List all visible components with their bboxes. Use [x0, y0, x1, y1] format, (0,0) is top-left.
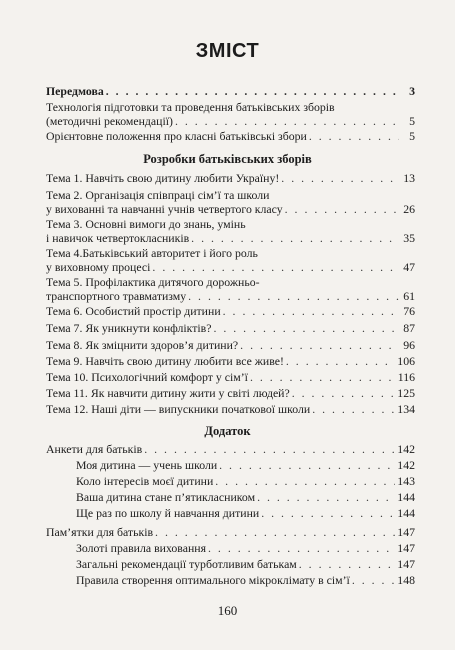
toc-entry-topic	[46, 355, 415, 369]
dot-leader	[309, 130, 399, 142]
dot-leader	[191, 232, 399, 244]
toc-entry-topic	[46, 403, 415, 417]
entry-title: і навичок четвертокласників	[46, 232, 190, 245]
toc-entry-front	[46, 101, 415, 129]
entry-page-number: 147	[397, 558, 415, 571]
entry-page-number: 144	[397, 491, 415, 504]
entry-title: Тема 10. Психологічний комфорт у сім’ї	[46, 371, 248, 384]
entry-page-number: 148	[397, 574, 415, 587]
entry-page-number: 116	[397, 371, 415, 384]
dot-leader	[299, 558, 396, 570]
dot-leader	[352, 574, 395, 586]
toc-entry-topic	[46, 322, 415, 336]
entry-title: Тема 7. Як уникнути конфліктів?	[46, 322, 212, 335]
toc-entry-topic	[46, 371, 415, 385]
dot-leader	[285, 203, 399, 215]
entry-title: у виховному процесі	[46, 261, 151, 274]
toc-entry-subitem	[76, 491, 415, 505]
entry-page-number: 147	[397, 526, 415, 539]
dot-leader	[281, 172, 399, 184]
entry-title: у вихованні та навчанні учнів четвертого класу	[46, 203, 283, 216]
entry-title: Тема 11. Як навчити дитину жити у світі людей?	[46, 387, 290, 400]
page-title: ЗМІСТ	[195, 40, 260, 62]
page-number: 160	[217, 603, 238, 618]
entry-page-number: 26	[403, 203, 415, 216]
entry-title: Тема 4.Батьківський авторитет і його роль	[46, 246, 258, 260]
toc-entry-topic	[46, 339, 415, 353]
toc-entry-topic	[46, 189, 415, 217]
toc-entry-subitem	[76, 507, 415, 521]
entry-title: Тема 9. Навчіть свою дитину любити все живе!	[46, 355, 284, 368]
entry-page-number: 96	[403, 339, 415, 352]
dot-leader	[240, 339, 399, 351]
toc-entry-subitem	[76, 542, 415, 556]
dot-leader	[106, 85, 399, 97]
entry-title: (методичні рекомендації)	[46, 115, 173, 128]
entry-title: Технологія підготовки та проведення батьківських зборів	[46, 100, 335, 114]
entry-page-number: 47	[403, 261, 415, 274]
entry-title: Коло інтересів моєї дитини	[76, 475, 214, 488]
entry-page-number: 147	[397, 542, 415, 555]
section-heading-appendix: Додаток	[204, 424, 251, 438]
entry-page-number: 143	[397, 475, 415, 488]
dot-leader	[286, 355, 395, 367]
toc-entry-subitem	[76, 475, 415, 489]
dot-leader	[223, 305, 399, 317]
entry-title: Тема 6. Особистий простір дитини	[46, 305, 221, 318]
entry-title: Передмова	[46, 85, 104, 98]
entry-page-number: 76	[403, 305, 415, 318]
entry-title: Ваша дитина стане п’ятикласником	[76, 491, 256, 504]
dot-leader	[215, 475, 395, 487]
toc-entry-subitem	[76, 574, 415, 588]
entry-page-number: 142	[397, 443, 415, 456]
entry-page-number: 3	[409, 85, 415, 98]
dot-leader	[155, 526, 395, 538]
dot-leader	[292, 387, 396, 399]
dot-leader	[250, 371, 396, 383]
toc-entry-topic	[46, 305, 415, 319]
entry-page-number: 142	[397, 459, 415, 472]
entry-page-number: 87	[403, 322, 415, 335]
entry-title: Моя дитина — учень школи	[76, 459, 218, 472]
entry-title: Пам’ятки для батьків	[46, 526, 154, 539]
dot-leader	[257, 491, 395, 503]
dot-leader	[144, 443, 395, 455]
entry-title: Загальні рекомендації турботливим батькам	[76, 558, 297, 571]
entry-page-number: 5	[409, 115, 415, 128]
toc-entry-subitem	[76, 558, 415, 572]
entry-title: Тема 2. Організація співпраці сім’ї та школи	[46, 188, 270, 202]
dot-leader	[213, 322, 399, 334]
toc-entry-appendix	[46, 443, 415, 457]
entry-page-number: 5	[409, 130, 415, 143]
entry-title: Тема 12. Наші діти — випускники початкової школи	[46, 403, 311, 416]
entry-page-number: 125	[397, 387, 415, 400]
dot-leader	[208, 542, 395, 554]
toc-entry-topic	[46, 172, 415, 186]
dot-leader	[175, 115, 399, 127]
entry-title: Тема 1. Навчіть свою дитину любити Україну!	[46, 172, 280, 185]
section-heading-meetings: Розробки батьківських зборів	[143, 152, 312, 166]
dot-leader	[219, 459, 395, 471]
entry-title: Золоті правила виховання	[76, 542, 207, 555]
entry-title: Тема 8. Як зміцнити здоров’я дитини?	[46, 339, 239, 352]
toc-entry-topic	[46, 218, 415, 246]
dot-leader	[312, 403, 395, 415]
toc-entry-appendix	[46, 526, 415, 540]
toc-entry-front	[46, 85, 415, 99]
dot-leader	[261, 507, 395, 519]
entry-title: Тема 3. Основні вимоги до знань, умінь	[46, 217, 246, 231]
entry-title: Ще раз по школу й навчання дитини	[76, 507, 260, 520]
toc-entry-topic	[46, 247, 415, 275]
toc-entry-topic	[46, 276, 415, 304]
toc-entry-subitem	[76, 459, 415, 473]
entry-page-number: 134	[397, 403, 415, 416]
entry-title: Тема 5. Профілактика дитячого дорожньо-	[46, 275, 260, 289]
entry-page-number: 13	[403, 172, 415, 185]
dot-leader	[152, 261, 399, 273]
dot-leader	[188, 290, 399, 302]
entry-page-number: 106	[397, 355, 415, 368]
entry-title: Правила створення оптимального мікроклімату в сім’ї	[76, 574, 350, 587]
entry-title: Анкети для батьків	[46, 443, 143, 456]
toc-entry-front	[46, 130, 415, 144]
entry-page-number: 144	[397, 507, 415, 520]
entry-page-number: 61	[403, 290, 415, 303]
entry-title: транспортного травматизму	[46, 290, 187, 303]
entry-title: Орієнтовне положення про класні батьківські збори	[46, 130, 307, 143]
toc-entry-topic	[46, 387, 415, 401]
entry-page-number: 35	[403, 232, 415, 245]
